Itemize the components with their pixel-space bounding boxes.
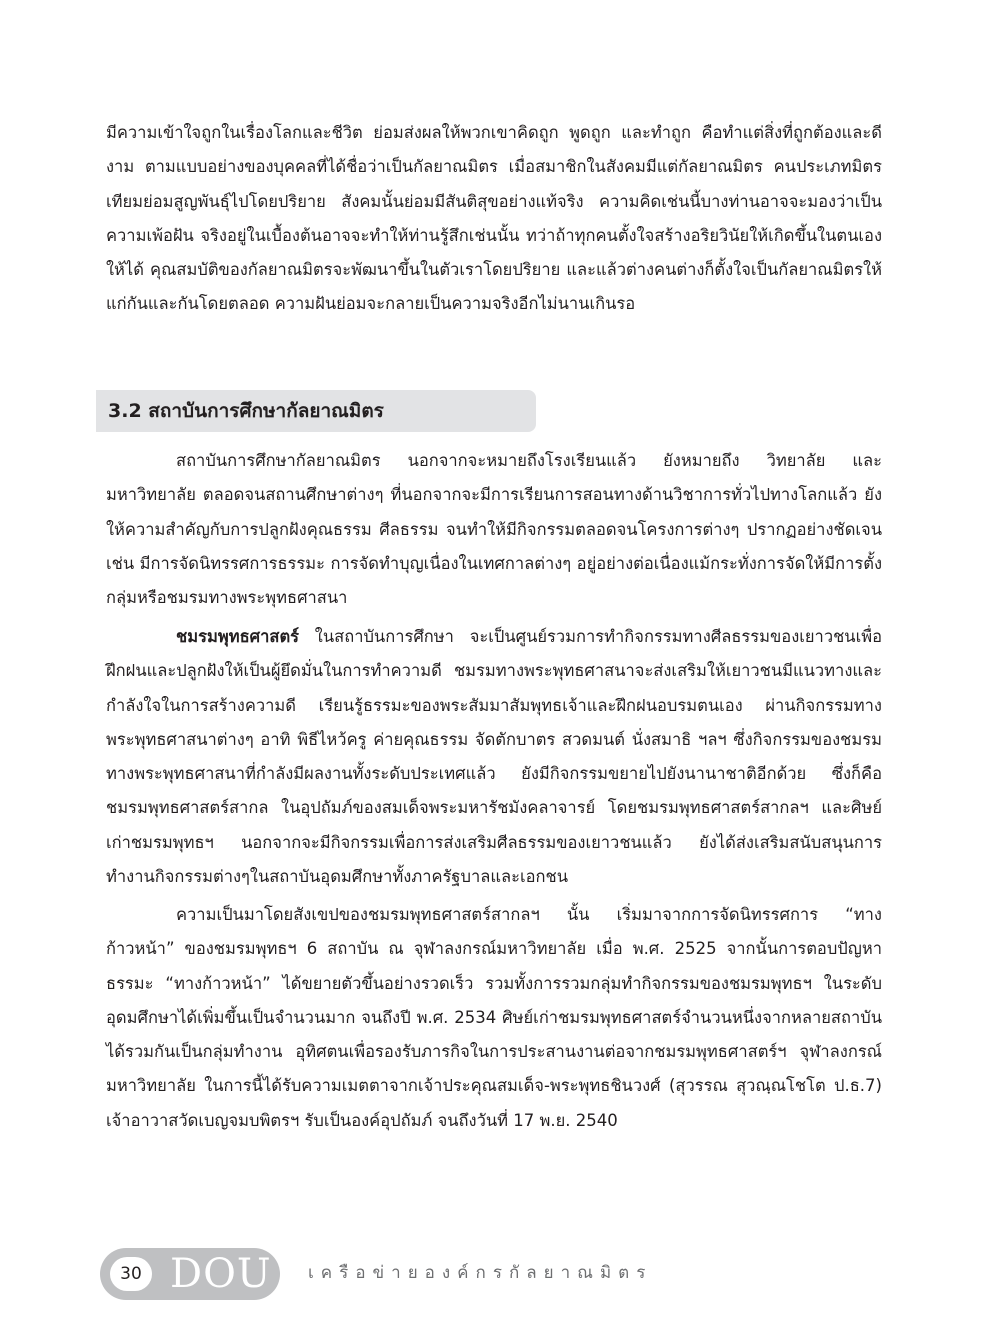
dou-logo: DOU	[170, 1251, 272, 1297]
page-number: 30	[110, 1257, 152, 1291]
section-heading: 3.2 สถาบันการศึกษากัลยาณมิตร	[108, 400, 384, 422]
club-description: ในสถาบันการศึกษา จะเป็นศูนย์รวมการทำกิจกรรมทางศีลธรรมของเยาวชนเพื่อฝึกฝนและปลูกฝังให้เป็นผู้ยึดมั่นในการทำความดี ชมรมทางพระพุทธศาสนาจะส่งเสริมให้เยาวชนมีแนวทางและกำลังใจในการสร้างความดี เรียนรู้ธรรมะของพระสัมมาสัมพุทธเจ้าและฝึกฝนอบรมตนเอง ผ่านกิจกรรมทางพระพุทธศาสนาต่างๆ อาทิ พิธีไหว้ครู ค่ายคุณธรรม จัดตักบาตร สวดมนต์ นั่งสมาธิ ฯลฯ ซึ่งกิจกรรมของชมรมทางพระพุทธศาสนาที่กำลังมีผลงานทั้งระดับประเทศแล้ว ยังมีกิจกรรมขยายไปยังนานาชาติอีกด้วย ซึ่งก็คือชมรมพุทธศาสตร์สากล ในอุปถัมภ์ของสมเด็จพระมหารัชมังคลาจารย์ โดยชมรมพุทธศาสตร์สากลฯ และศิษย์เก่าชมรมพุทธฯ นอกจากจะมีกิจกรรมเพื่อการส่งเสริมศีลธรรมของเยาวชนแล้ว ยังได้ส่งเสริมสนับสนุนการทำงานกิจกรรมต่างๆในสถาบันอุดมศึกษาทั้งภาครัฐบาลและเอกชน	[106, 627, 882, 887]
section-heading-bar	[96, 390, 536, 432]
paragraph-buddhist-club	[106, 620, 882, 894]
paragraph-history: ความเป็นมาโดยสังเขปของชมรมพุทธศาสตร์สากลฯ นั้น เริ่มมาจากการจัดนิทรรศการ “ทางก้าวหน้า” ของชมรมพุทธฯ 6 สถาบัน ณ จุฬาลงกรณ์มหาวิทยาลัย เมื่อ พ.ศ. 2525 จากนั้นการตอบปัญหาธรรมะ “ทางก้าวหน้า” ได้ขยายตัวขึ้นอย่างรวดเร็ว รวมทั้งการรวมกลุ่มทำกิจกรรมของชมรมพุทธฯ ในระดับอุดมศึกษาได้เพิ่มขึ้นเป็นจำนวนมาก จนถึงปี พ.ศ. 2534 ศิษย์เก่าชมรมพุทธศาสตร์จำนวนหนึ่งจากหลายสถาบัน ได้รวมกันเป็นกลุ่มทำงาน อุทิศตนเพื่อรองรับภารกิจในการประสานงานต่อจากชมรมพุทธศาสตร์ฯ จุฬาลงกรณ์มหาวิทยาลัย ในการนี้ได้รับความเมตตาจากเจ้าประคุณสมเด็จ-พระพุทธชินวงศ์ (สุวรรณ สุวณฺณโชโต ป.ธ.7) เจ้าอาวาสวัดเบญจมบพิตรฯ รับเป็นองค์อุปถัมภ์ จนถึงวันที่ 17 พ.ย. 2540	[106, 905, 882, 1130]
club-term: ชมรมพุทธศาสตร์	[176, 627, 300, 646]
footer-book-title: เครือข่ายองค์กรกัลยาณมิตร	[308, 1263, 653, 1283]
paragraph-institutions: สถาบันการศึกษากัลยาณมิตร นอกจากจะหมายถึงโรงเรียนแล้ว ยังหมายถึง วิทยาลัย และมหาวิทยาลัย ตลอดจนสถานศึกษาต่างๆ ที่นอกจากจะมีการเรียนการสอนทางด้านวิชาการทั่วไปทางโลกแล้ว ยังให้ความสำคัญกับการปลูกฝังคุณธรรม ศีลธรรม จนทำให้มีกิจกรรมตลอดจนโครงการต่างๆ ปรากฏอย่างชัดเจน เช่น มีการจัดนิทรรศการธรรมะ การจัดทำบุญเนื่องในเทศกาลต่างๆ อยู่อย่างต่อเนื่องแม้กระทั่งการจัดให้มีการตั้งกลุ่มหรือชมรมทางพระพุทธศาสนา	[106, 451, 882, 608]
paragraph-intro: มีความเข้าใจถูกในเรื่องโลกและชีวิต ย่อมส่งผลให้พวกเขาคิดถูก พูดถูก และทำถูก คือทำแต่สิ่งที่ถูกต้องและดีงาม ตามแบบอย่างของบุคคลที่ได้ชื่อว่าเป็นกัลยาณมิตร เมื่อสมาชิกในสังคมมีแต่กัลยาณมิตร คนประเภทมิตรเทียมย่อมสูญพันธุ์ไปโดยปริยาย สังคมนั้นย่อมมีสันติสุขอย่างแท้จริง ความคิดเช่นนี้บางท่านอาจจะมองว่าเป็นความเพ้อฝัน จริงอยู่ในเบื้องต้นอาจจะทำให้ท่านรู้สึกเช่นนั้น ทว่าถ้าทุกคนตั้งใจสร้างอริยวินัยให้เกิดขึ้นในตนเองให้ได้ คุณสมบัติของกัลยาณมิตรจะพัฒนาขึ้นในตัวเราโดยปริยาย และแล้วต่างคนต่างก็ตั้งใจเป็นกัลยาณมิตรให้แก่กันและกันโดยตลอด ความฝันย่อมจะกลายเป็นความจริงอีกไม่นานเกินรอ	[106, 123, 882, 314]
footer-badge	[100, 1248, 280, 1300]
